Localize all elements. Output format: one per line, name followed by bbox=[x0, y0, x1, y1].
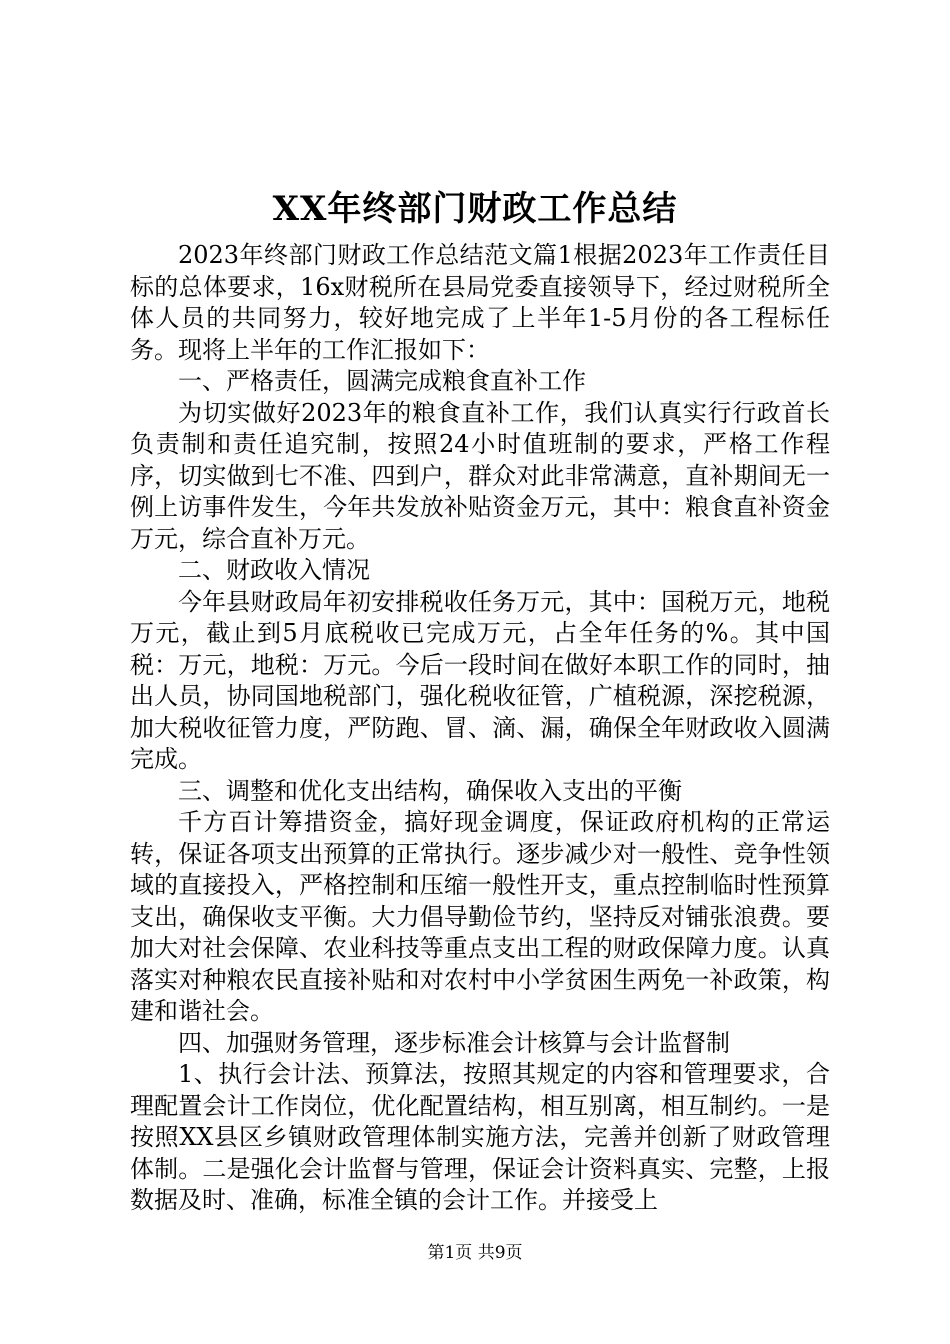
section-heading-4: 四、加强财务管理，逐步标准会计核算与会计监督制 bbox=[178, 1028, 730, 1057]
intro-paragraph: 2023年终部门财政工作总结范文篇1根据2023年工作责任目标的总体要求，16x财税所在县局党委直接领导下，经过财税所全体人员的共同努力，较好地完成了上半年1-5月份的各工程标任务。现将上半年的工作汇报如下： bbox=[130, 241, 830, 364]
section-4-paragraph: 1、执行会计法、预算法，按照其规定的内容和管理要求，合理配置会计工作岗位，优化配置结构，相互别离，相互制约。一是按照XX县区乡镇财政管理体制实施方法，完善并创新了财政管理体制。二是强化会计监督与管理，保证会计资料真实、完整，上报数据及时、准确，标准全镇的会计工作。并接受上 bbox=[130, 1060, 830, 1214]
document-title: XX年终部门财政工作总结 bbox=[272, 189, 678, 229]
section-heading-3: 三、调整和优化支出结构，确保收入支出的平衡 bbox=[178, 776, 682, 805]
document-body bbox=[130, 240, 830, 1217]
section-3-paragraph: 千方百计筹措资金，搞好现金调度，保证政府机构的正常运转，保证各项支出预算的正常执行。逐步减少对一般性、竞争性领域的直接投入，严格控制和压缩一般性开支，重点控制临时性预算支出，确保收支平衡。大力倡导勤俭节约，坚持反对铺张浪费。要加大对社会保障、农业科技等重点支出工程的财政保障力度。认真落实对种粮农民直接补贴和对农村中小学贫困生两免一补政策，构建和谐社会。 bbox=[130, 808, 830, 1025]
section-1-paragraph: 为切实做好2023年的粮食直补工作，我们认真实行行政首长负责制和责任追究制，按照24小时值班制的要求，严格工作程序，切实做到七不准、四到户，群众对此非常满意，直补期间无一例上访事件发生，今年共发放补贴资金万元，其中：粮食直补资金万元，综合直补万元。 bbox=[130, 398, 830, 553]
page-footer: 第1页 共9页 bbox=[427, 1243, 523, 1263]
section-2-paragraph: 今年县财政局年初安排税收任务万元，其中：国税万元，地税万元，截止到5月底税收已完成万元，占全年任务的%。其中国税：万元，地税：万元。今后一段时间在做好本职工作的同时，抽出人员，协同国地税部门，强化税收征管，广植税源，深挖税源，加大税收征管力度，严防跑、冒、滴、漏，确保全年财政收入圆满完成。 bbox=[130, 587, 830, 773]
section-heading-2: 二、财政收入情况 bbox=[178, 556, 370, 584]
section-heading-1: 一、严格责任，圆满完成粮食直补工作 bbox=[178, 367, 586, 395]
